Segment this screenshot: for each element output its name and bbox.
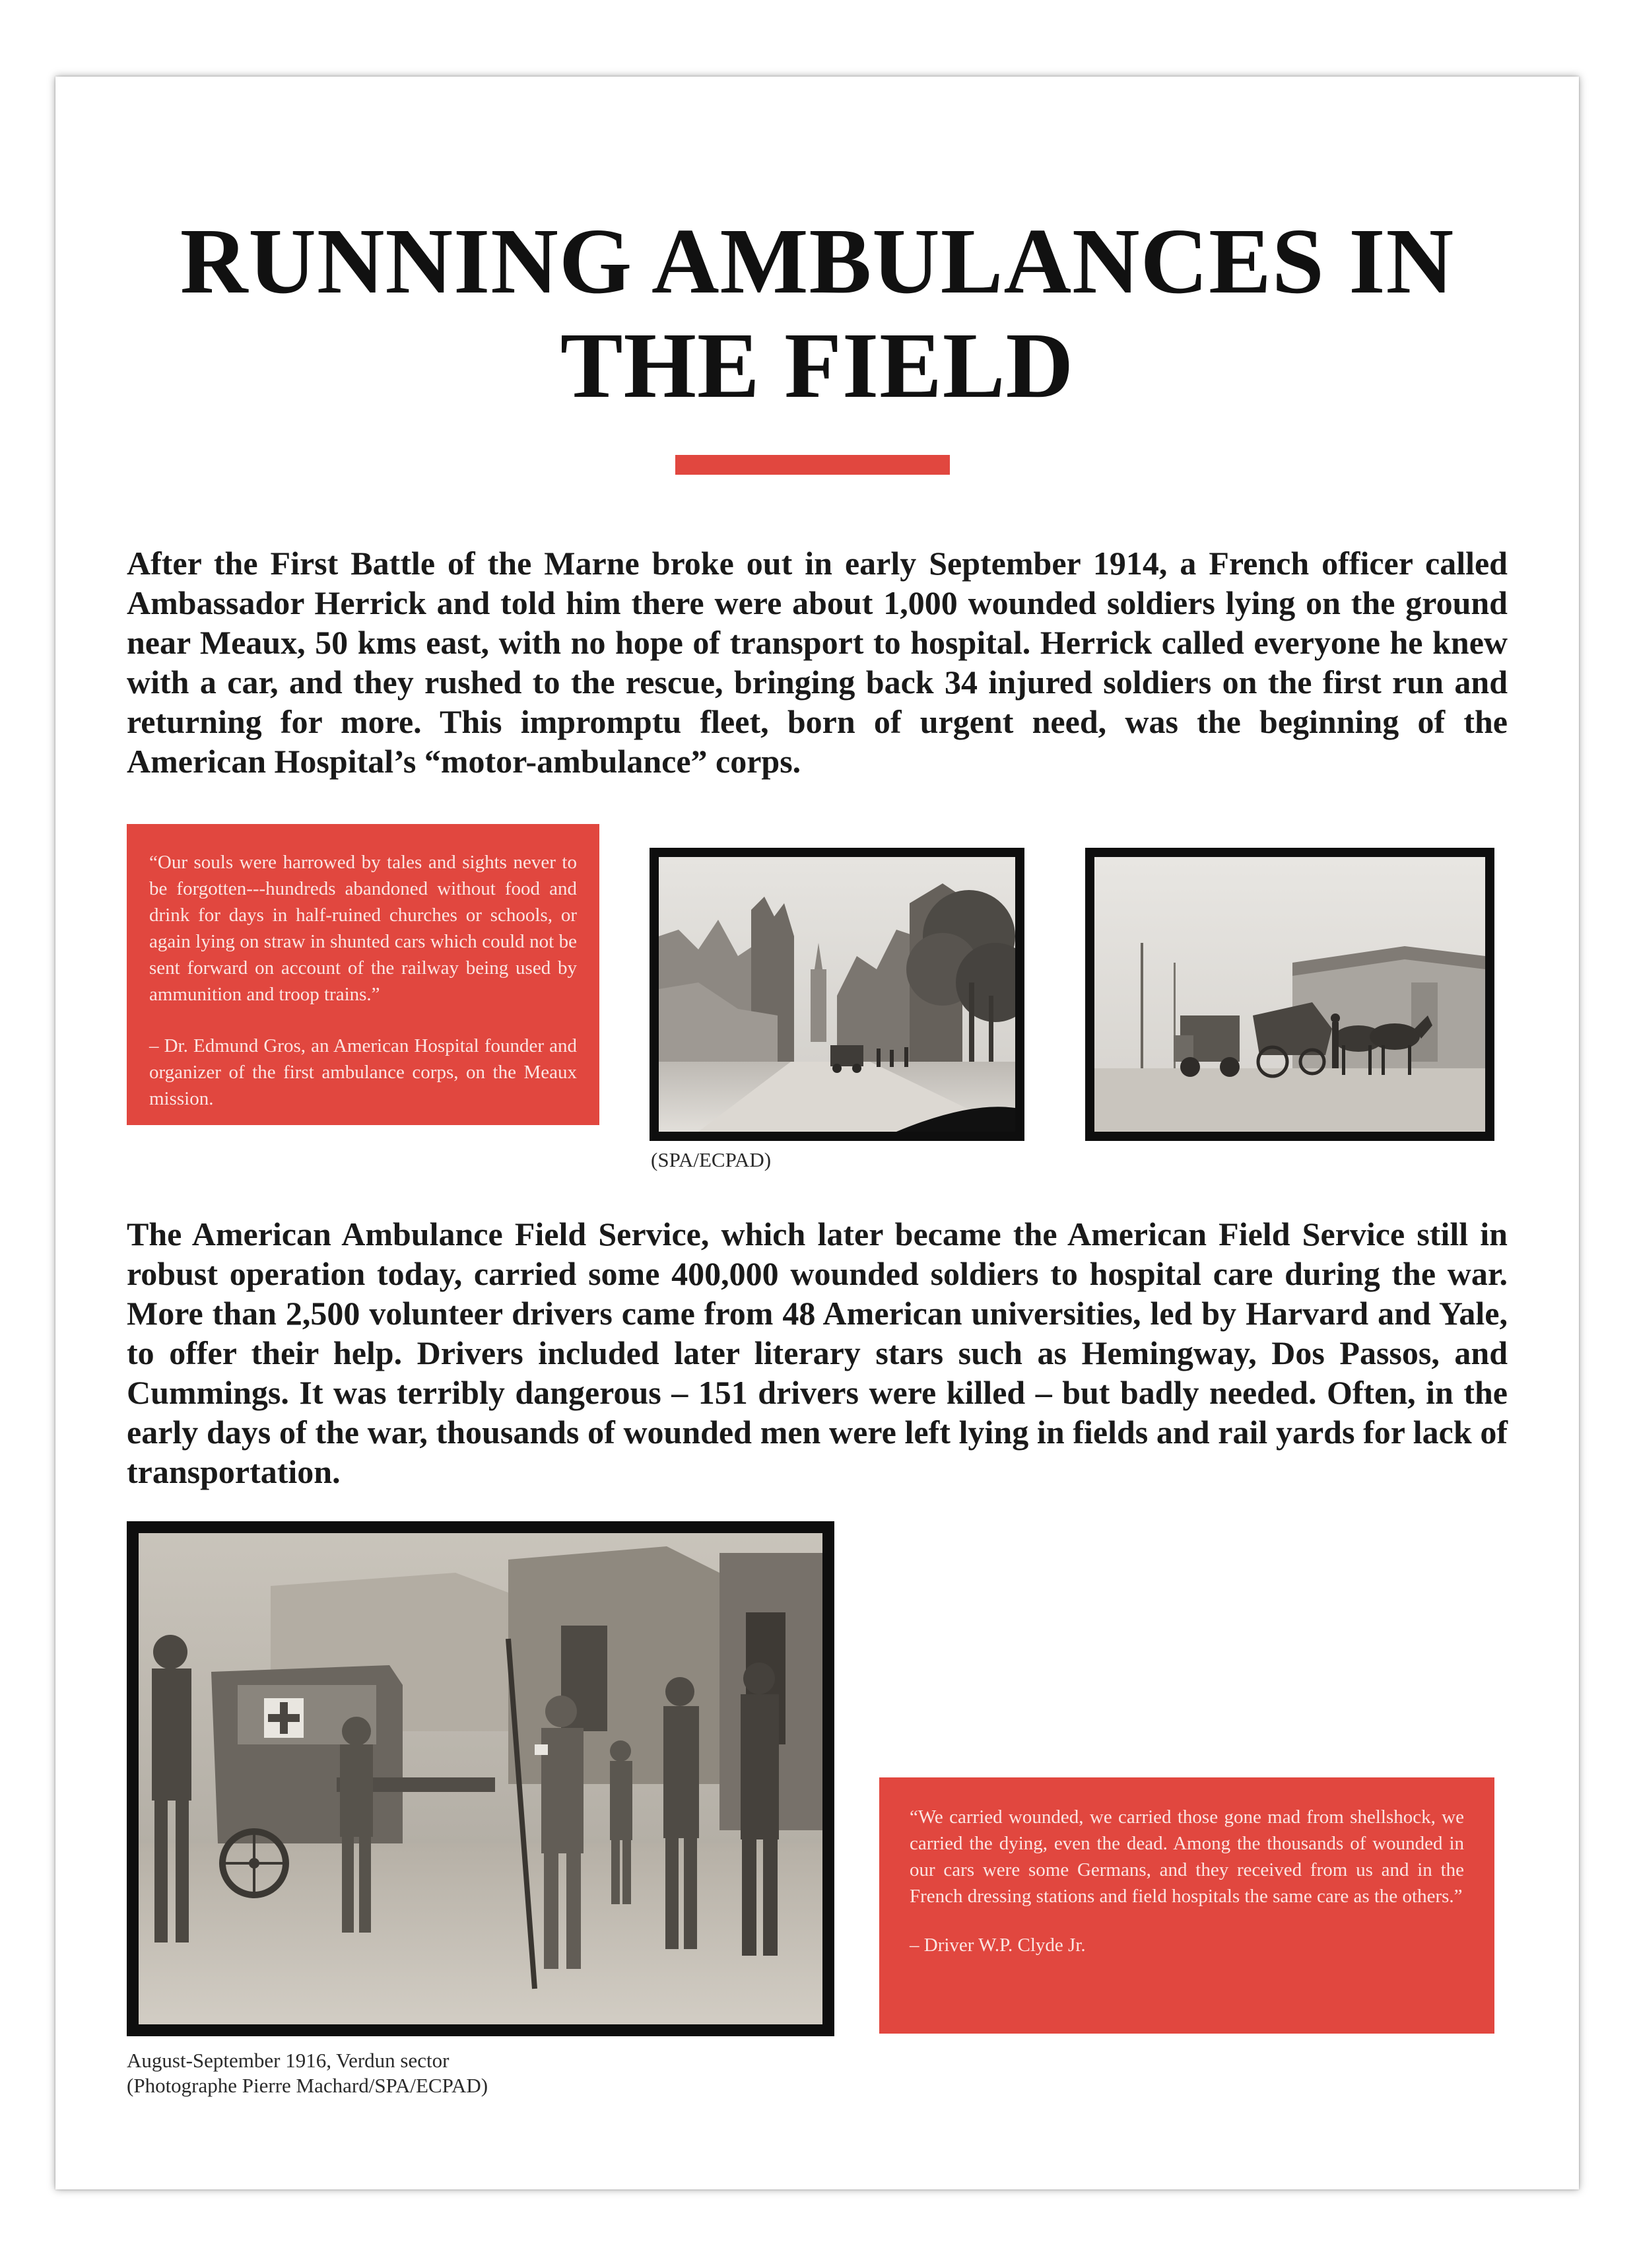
field-service-paragraph: The American Ambulance Field Service, which later became the American Field Service still in robust operation today, carried some 400,000 wounded soldiers to hospital care during the war. More than 2,500 volunteer drivers came from 48 American universities, led by Harvard and Yale, to offer their help. Drivers included later literary stars such as Hemingway, Dos Passos, and Cummings. It was terribly dangerous – 151 drivers were killed – but badly needed. Often, in the early days of the war, thousands of wounded men were left lying in fields and rail yards for lack of transportation. — [127, 1216, 1508, 1490]
bottom-photo-caption — [127, 2048, 488, 2098]
quote-attribution: – Driver W.P. Clyde Jr. — [910, 1935, 1086, 1956]
photo-ruined-street — [650, 848, 1024, 1141]
ruined-street-image — [659, 857, 1015, 1132]
title-line-2: THE FIELD — [560, 313, 1075, 417]
caption-line-1: August-September 1916, Verdun sector — [127, 2049, 450, 2072]
photo-ambulance-horse-cart — [1085, 848, 1494, 1141]
page-title — [55, 209, 1579, 417]
quote-text: “Our souls were harrowed by tales and sights never to be forgotten---hundreds abandoned without food and drink for days in half-ruined churches or schools, or again lying on straw in shunted cars which could not be sent forward on account of the railway being used by ammunition and troop trains.” — [149, 852, 577, 1005]
title-accent-bar — [675, 455, 950, 475]
quote-box-gros — [127, 824, 599, 1125]
title-line-1: RUNNING AMBULANCES IN — [180, 209, 1455, 313]
ambulance-horse-cart-image — [1094, 857, 1485, 1132]
caption-line-2: (Photographe Pierre Machard/SPA/ECPAD) — [127, 2074, 488, 2097]
loading-ambulance-image — [139, 1533, 822, 2024]
intro-paragraph: After the First Battle of the Marne broke out in early September 1914, a French officer called Ambassador Herrick and told him there were about 1,000 wounded soldiers lying on the ground near Meaux, 50 kms east, with no hope of transport to hospital. Herrick called everyone he knew with a car, and they rushed to the rescue, bringing back 34 injured soldiers on the first run and returning for more. This impromptu fleet, born of urgent need, was the beginning of the American Hospital’s “motor-ambulance” corps. — [127, 545, 1508, 780]
quote-text: “We carried wounded, we carried those gone mad from shellshock, we carried the dying, even the dead. Among the thousands of wounded in our cars were some Germans, and they received from us and in the French dressing stations and field hospitals the same care as the others.” — [910, 1806, 1464, 1907]
quote-attribution: – Dr. Edmund Gros, an American Hospital founder and organizer of the first ambulance corps, on the Meaux mission. — [149, 1035, 577, 1109]
exhibit-panel — [55, 77, 1579, 2189]
photo-loading-ambulance — [127, 1521, 834, 2036]
photo-credit-top: (SPA/ECPAD) — [651, 1148, 772, 1171]
quote-box-clyde — [879, 1777, 1494, 2034]
